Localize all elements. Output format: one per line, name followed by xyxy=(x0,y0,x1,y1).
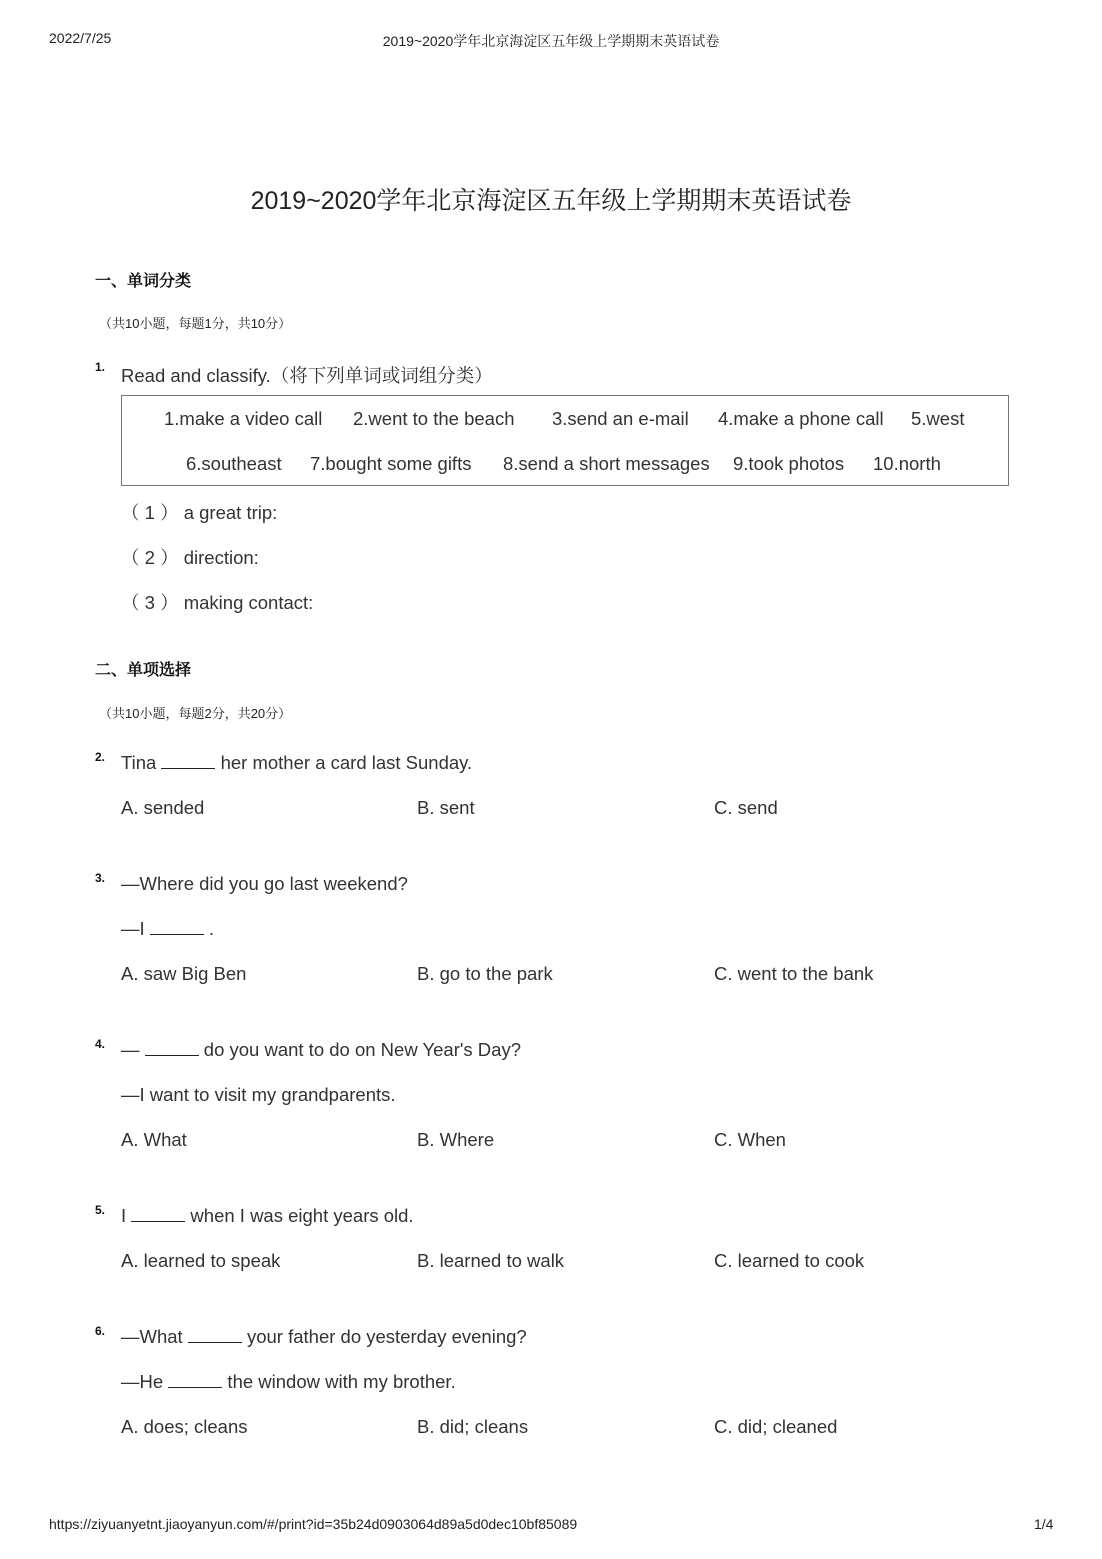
answer-blank xyxy=(168,1371,222,1388)
question-number: 5. xyxy=(95,1203,106,1217)
question-stem: I when I was eight years old. xyxy=(121,1205,414,1226)
answer-blank xyxy=(161,752,215,769)
question-stem-line2: —He the window with my brother. xyxy=(121,1371,456,1392)
question-number: 2. xyxy=(95,750,106,764)
answer-blank xyxy=(150,918,204,935)
option-a: A. sended xyxy=(121,797,205,818)
question-number-1: 1. xyxy=(95,360,106,374)
option-a: A. does; cleans xyxy=(121,1416,248,1437)
question-stem: Tina her mother a card last Sunday. xyxy=(121,752,473,773)
answer-blank xyxy=(145,1039,199,1056)
word-bank-item: 1.make a video call xyxy=(164,408,323,429)
sub-item-text: a great trip: xyxy=(183,502,278,523)
question-stem: —Where did you go last weekend? xyxy=(121,873,408,894)
word-bank-item: 8.send a short messages xyxy=(503,453,710,474)
option-b: B. sent xyxy=(417,797,475,818)
print-page-number: 1/4 xyxy=(1034,1516,1054,1532)
word-bank-item: 2.went to the beach xyxy=(353,408,515,429)
print-date: 2022/7/25 xyxy=(49,30,112,46)
option-c: C. learned to cook xyxy=(714,1250,865,1271)
option-b: B. did; cleans xyxy=(417,1416,529,1437)
question-stem-line2: —I . xyxy=(121,918,215,939)
option-c: C. did; cleaned xyxy=(714,1416,838,1437)
section-note-1: （共10小题，每题1分，共10分） xyxy=(99,316,292,331)
option-c: C. When xyxy=(714,1129,786,1150)
question-stem: —What your father do yesterday evening? xyxy=(121,1326,527,1347)
option-c: C. went to the bank xyxy=(714,963,874,984)
word-bank-item: 7.bought some gifts xyxy=(310,453,472,474)
print-footer-url: https://ziyuanyetnt.jiaoyanyun.com/#/print?id=35b24d0903064d89a5d0dec10bf85089 xyxy=(49,1516,578,1532)
sub-item-text: making contact: xyxy=(183,592,314,613)
option-b: B. go to the park xyxy=(417,963,553,984)
sub-item-1 xyxy=(121,499,277,525)
sub-item-label: （ 2 ） xyxy=(121,547,179,568)
sub-item-3 xyxy=(121,589,313,615)
question-number: 4. xyxy=(95,1037,106,1051)
question-prompt-1: Read and classify.（将下列单词或词组分类） xyxy=(121,365,493,386)
word-bank-item: 3.send an e-mail xyxy=(552,408,689,429)
answer-blank xyxy=(131,1205,185,1222)
option-b: B. Where xyxy=(417,1129,495,1150)
answer-blank xyxy=(188,1326,242,1343)
word-bank-item: 9.took photos xyxy=(733,453,845,474)
question-number: 3. xyxy=(95,871,106,885)
word-bank-item: 10.north xyxy=(873,453,941,474)
document-title: 2019~2020学年北京海淀区五年级上学期期末英语试卷 xyxy=(250,187,852,215)
sub-item-label: （ 3 ） xyxy=(121,592,179,613)
option-b: B. learned to walk xyxy=(417,1250,565,1271)
sub-item-label: （ 1 ） xyxy=(121,502,179,523)
option-c: C. send xyxy=(714,797,778,818)
word-bank-item: 5.west xyxy=(911,408,965,429)
word-bank-item: 6.southeast xyxy=(186,453,282,474)
section-heading-2: 二、单项选择 xyxy=(95,662,192,679)
option-a: A. What xyxy=(121,1129,187,1150)
print-header-title: 2019~2020学年北京海淀区五年级上学期期末英语试卷 xyxy=(382,33,720,49)
question-stem-line2: —I want to visit my grandparents. xyxy=(121,1084,396,1105)
option-a: A. learned to speak xyxy=(121,1250,281,1271)
word-bank-item: 4.make a phone call xyxy=(718,408,884,429)
sub-item-text: direction: xyxy=(183,547,259,568)
section-note-2: （共10小题，每题2分，共20分） xyxy=(99,706,292,721)
question-number: 6. xyxy=(95,1324,106,1338)
option-a: A. saw Big Ben xyxy=(121,963,247,984)
sub-item-2 xyxy=(121,544,259,570)
section-heading-1: 一、单词分类 xyxy=(95,273,192,290)
question-stem: — do you want to do on New Year's Day? xyxy=(121,1039,521,1060)
